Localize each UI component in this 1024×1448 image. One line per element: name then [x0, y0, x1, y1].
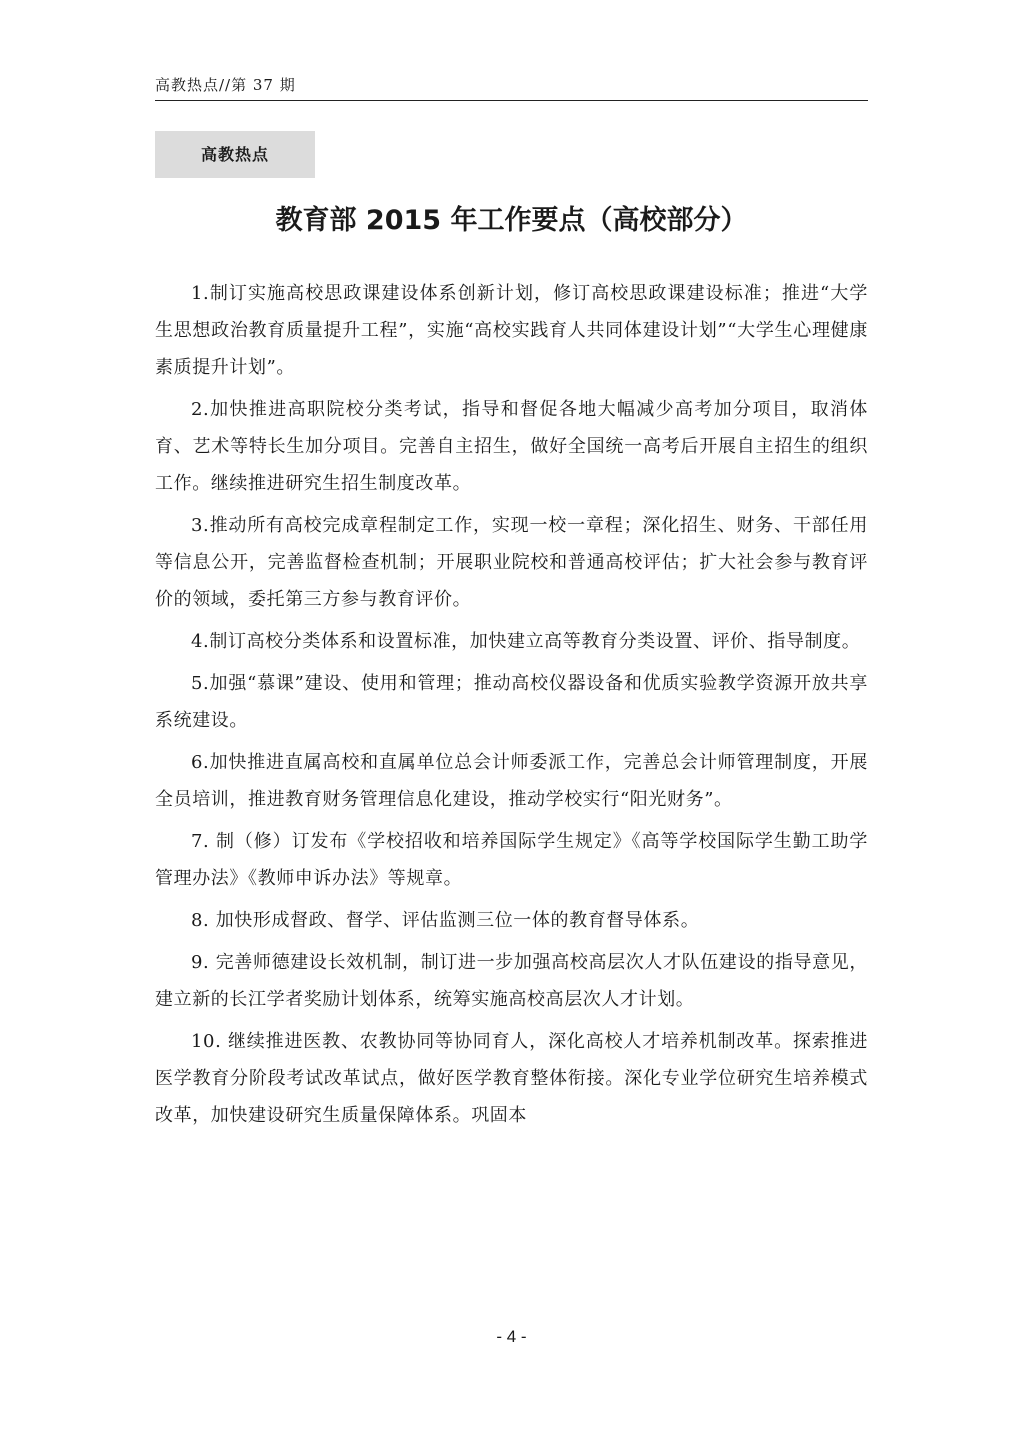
section-tab: 高教热点: [155, 131, 315, 178]
paragraph-2: 2.加快推进高职院校分类考试，指导和督促各地大幅减少高考加分项目，取消体育、艺术等特长生加分项目。完善自主招生，做好全国统一高考后开展自主招生的组织工作。继续推进研究生招生制度改革。: [155, 399, 868, 494]
paragraph-6: 6.加快推进直属高校和直属单位总会计师委派工作，完善总会计师管理制度，开展全员培训，推进教育财务管理信息化建设，推动学校实行“阳光财务”。: [155, 752, 868, 810]
paragraph-10: 10. 继续推进医教、农教协同等协同育人，深化高校人才培养机制改革。探索推进医学教育分阶段考试改革试点，做好医学教育整体衔接。深化专业学位研究生培养模式改革，加快建设研究生质量保障体系。巩固本: [155, 1031, 868, 1126]
page-number: - 4 -: [496, 1327, 527, 1346]
paragraph-1: 1.制订实施高校思政课建设体系创新计划，修订高校思政课建设标准；推进“大学生思想政治教育质量提升工程”，实施“高校实践育人共同体建设计划”“大学生心理健康素质提升计划”。: [155, 283, 868, 378]
paragraph-4: 4.制订高校分类体系和设置标准，加快建立高等教育分类设置、评价、指导制度。: [191, 631, 861, 652]
paragraph-8: 8. 加快形成督政、督学、评估监测三位一体的教育督导体系。: [191, 910, 700, 931]
document-title: 教育部 2015 年工作要点（高校部分）: [275, 205, 748, 236]
paragraph-9: 9. 完善师德建设长效机制，制订进一步加强高校高层次人才队伍建设的指导意见，建立新的长江学者奖励计划体系，统筹实施高校高层次人才计划。: [155, 952, 868, 1010]
paragraph-7: 7. 制（修）订发布《学校招收和培养国际学生规定》《高等学校国际学生勤工助学管理办法》《教师申诉办法》等规章。: [155, 831, 868, 889]
paragraph-3: 3.推动所有高校完成章程制定工作，实现一校一章程；深化招生、财务、干部任用等信息公开，完善监督检查机制；开展职业院校和普通高校评估；扩大社会参与教育评价的领域，委托第三方参与教育评价。: [155, 515, 868, 610]
document-body: [155, 275, 868, 1139]
paragraph-5: 5.加强“慕课”建设、使用和管理；推动高校仪器设备和优质实验教学资源开放共享系统建设。: [155, 673, 868, 731]
running-header: 高教热点//第 37 期: [155, 74, 868, 101]
